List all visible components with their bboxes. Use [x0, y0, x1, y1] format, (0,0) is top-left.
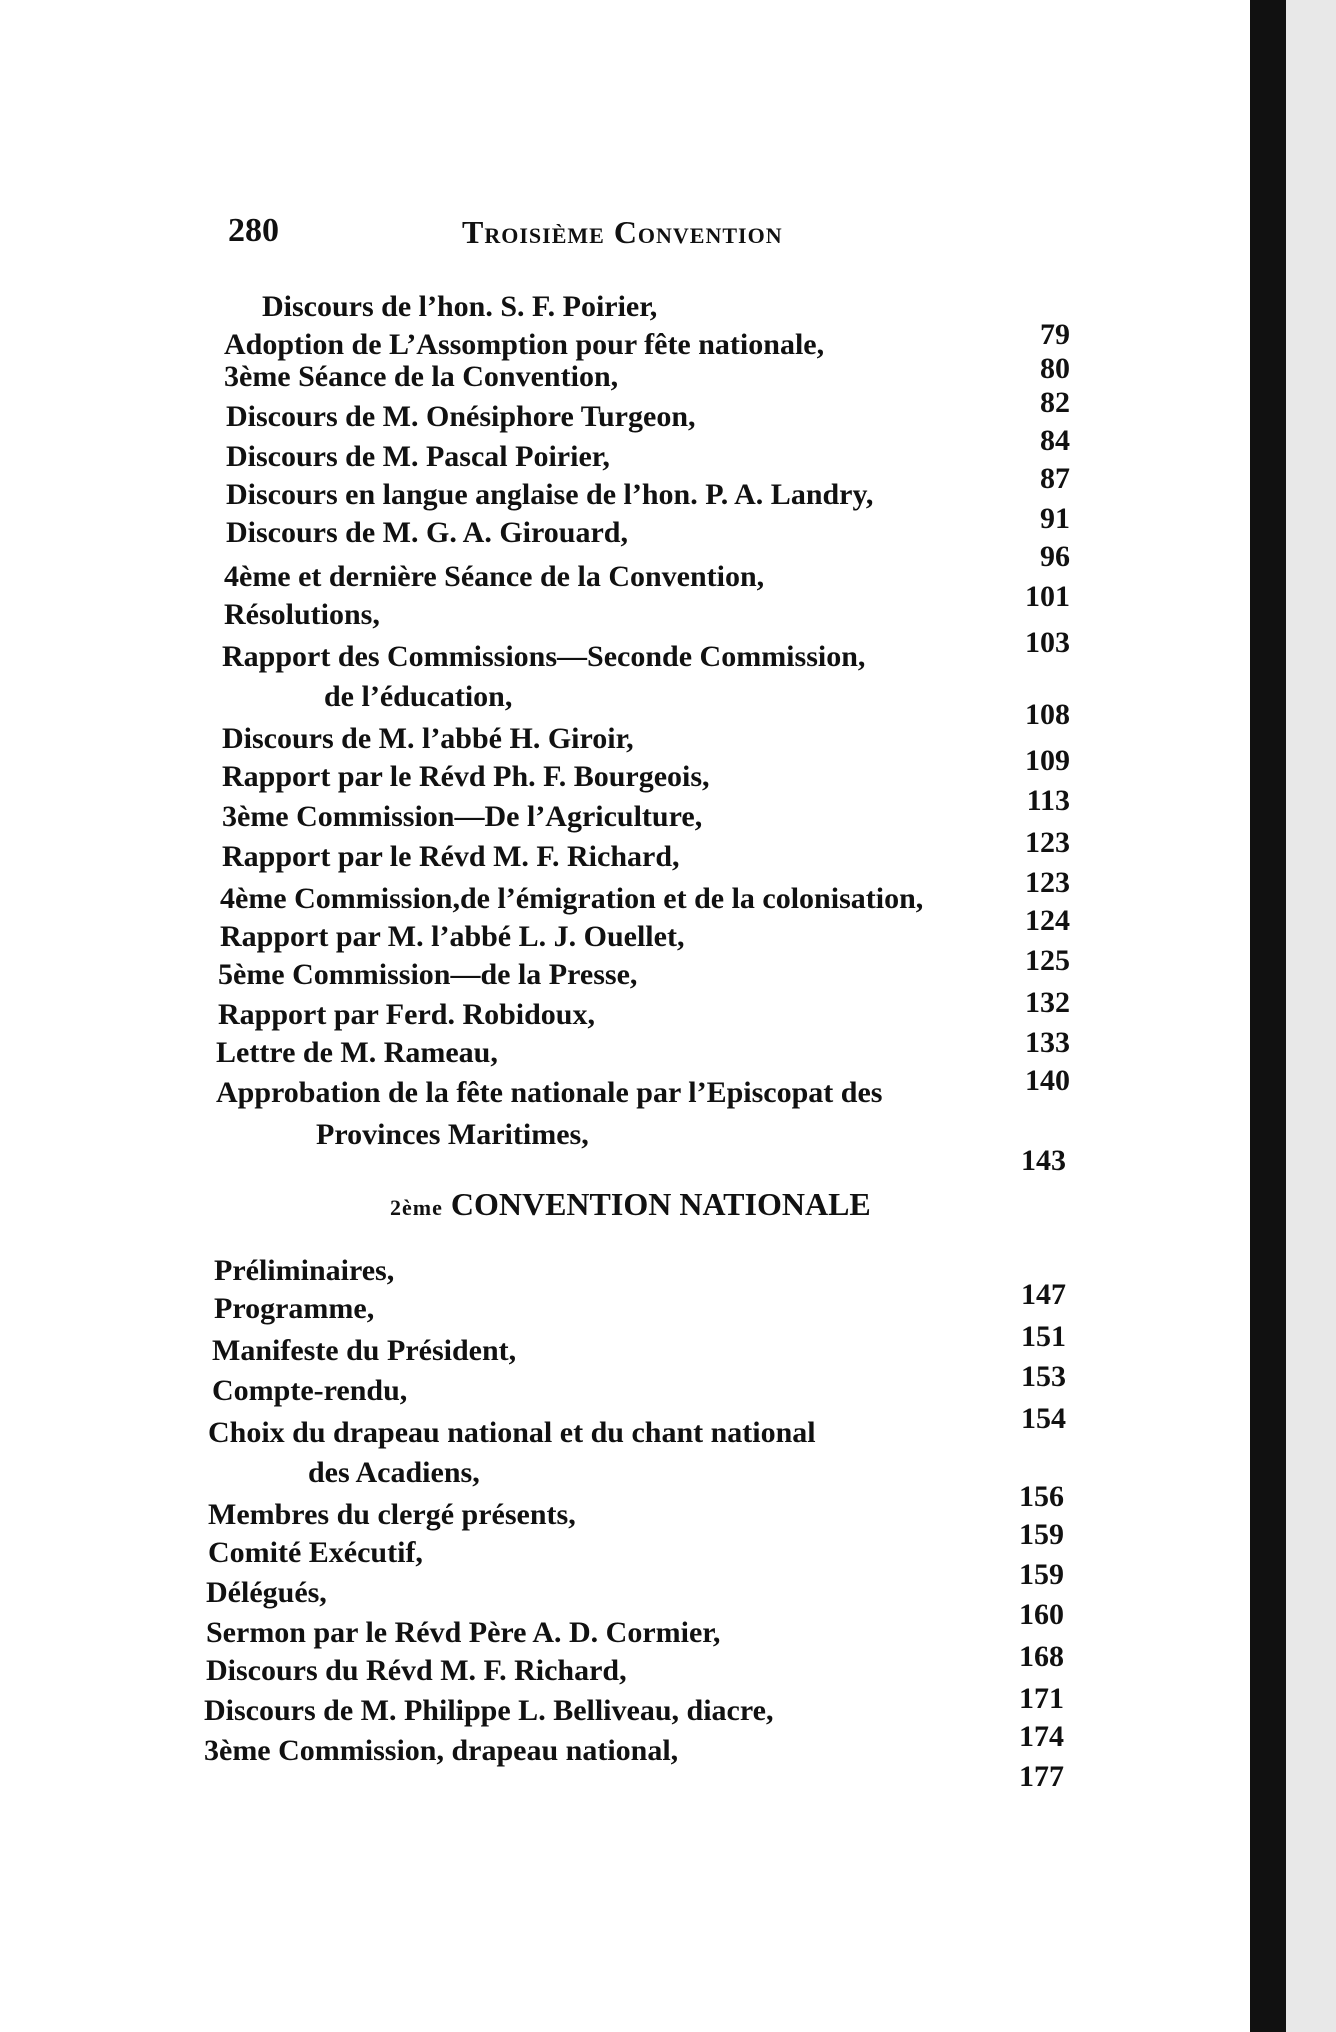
toc-page: 124 [1025, 904, 1070, 937]
toc-page: 132 [1025, 986, 1070, 1019]
toc-entry: Manifeste du Président, [212, 1334, 517, 1367]
toc-page: 123 [1025, 866, 1070, 899]
toc-page: 140 [1025, 1064, 1070, 1097]
toc-page: 101 [1025, 580, 1070, 613]
toc-entry: Discours de M. l’abbé H. Giroir, [222, 722, 634, 755]
toc-page: 108 [1025, 698, 1070, 731]
toc-page: 143 [1021, 1144, 1066, 1177]
page-number: 280 [228, 212, 279, 249]
toc-entry: Provinces Maritimes, [316, 1118, 589, 1151]
toc-page: 160 [1019, 1598, 1064, 1631]
toc-entry: Adoption de L’Assomption pour fête nationale, [224, 328, 825, 361]
toc-entry: Sermon par le Révd Père A. D. Cormier, [206, 1616, 721, 1649]
toc-page: 174 [1019, 1720, 1064, 1753]
toc-entry: Discours de l’hon. S. F. Poirier, [262, 290, 658, 323]
toc-page: 103 [1025, 626, 1070, 659]
toc-entry: des Acadiens, [308, 1456, 480, 1489]
toc-entry: 4ème Commission,de l’émigration et de la colonisation, [220, 882, 924, 915]
toc-page: 123 [1025, 826, 1070, 859]
toc-page: 87 [1040, 462, 1070, 495]
toc-page: 168 [1019, 1640, 1064, 1673]
page-gutter [1250, 0, 1286, 2032]
toc-entry: Discours de M. G. A. Girouard, [226, 516, 628, 549]
toc-page: 147 [1021, 1278, 1066, 1311]
toc-page: 171 [1019, 1682, 1064, 1715]
toc-page: 154 [1021, 1402, 1066, 1435]
toc-page: 84 [1040, 424, 1070, 457]
toc-entry: Résolutions, [224, 598, 380, 631]
toc-entry: 3ème Commission, drapeau national, [204, 1734, 679, 1767]
toc-entry: Comité Exécutif, [208, 1536, 423, 1569]
section-heading [390, 1186, 871, 1223]
next-page-edge [1286, 0, 1336, 2032]
toc-entry: 3ème Séance de la Convention, [224, 360, 619, 393]
toc-page: 96 [1040, 540, 1070, 573]
toc-entry: Discours du Révd M. F. Richard, [206, 1654, 627, 1687]
toc-entry: Rapport des Commissions—Seconde Commission, [222, 640, 866, 673]
toc-entry: Préliminaires, [214, 1254, 395, 1287]
toc-entry: Choix du drapeau national et du chant national [208, 1416, 816, 1449]
toc-page: 156 [1019, 1480, 1064, 1513]
toc-entry: Rapport par Ferd. Robidoux, [218, 998, 595, 1031]
toc-page: 177 [1019, 1760, 1064, 1793]
toc-entry: Délégués, [206, 1576, 327, 1609]
toc-page: 79 [1040, 318, 1070, 351]
toc-entry: Discours en langue anglaise de l’hon. P. A. Landry, [226, 478, 874, 511]
toc-page: 153 [1021, 1360, 1066, 1393]
toc-entry: Rapport par le Révd M. F. Richard, [222, 840, 680, 873]
toc-entry: Approbation de la fête nationale par l’Episcopat des [216, 1076, 883, 1109]
toc-entry: de l’éducation, [324, 680, 513, 713]
toc-entry: Rapport par M. l’abbé L. J. Ouellet, [220, 920, 685, 953]
running-title: Troisième Convention [462, 214, 783, 250]
toc-page: 133 [1025, 1026, 1070, 1059]
toc-entry: Rapport par le Révd Ph. F. Bourgeois, [222, 760, 710, 793]
toc-entry: Lettre de M. Rameau, [216, 1036, 498, 1069]
toc-page: 80 [1040, 352, 1070, 385]
section-heading-prefix: 2ème [390, 1195, 443, 1220]
toc-page: 125 [1025, 944, 1070, 977]
section-heading-title: CONVENTION NATIONALE [450, 1186, 871, 1222]
toc-entry: 3ème Commission—De l’Agriculture, [222, 800, 703, 833]
toc-page: 159 [1019, 1558, 1064, 1591]
toc-entry: Discours de M. Pascal Poirier, [226, 440, 610, 473]
toc-entry: Membres du clergé présents, [208, 1498, 576, 1531]
toc-entry: 5ème Commission—de la Presse, [218, 958, 638, 991]
toc-page: 113 [1026, 784, 1070, 817]
toc-page: 82 [1040, 386, 1070, 419]
toc-page: 151 [1021, 1320, 1066, 1353]
toc-page: 109 [1025, 744, 1070, 777]
toc-entry: Programme, [214, 1292, 375, 1325]
toc-page: 159 [1019, 1518, 1064, 1551]
toc-entry: Discours de M. Philippe L. Belliveau, diacre, [204, 1694, 774, 1727]
toc-page: 91 [1040, 502, 1070, 535]
toc-entry: 4ème et dernière Séance de la Convention, [224, 560, 765, 593]
page-header [228, 212, 1108, 262]
toc-entry: Compte-rendu, [212, 1374, 408, 1407]
toc-entry: Discours de M. Onésiphore Turgeon, [226, 400, 696, 433]
